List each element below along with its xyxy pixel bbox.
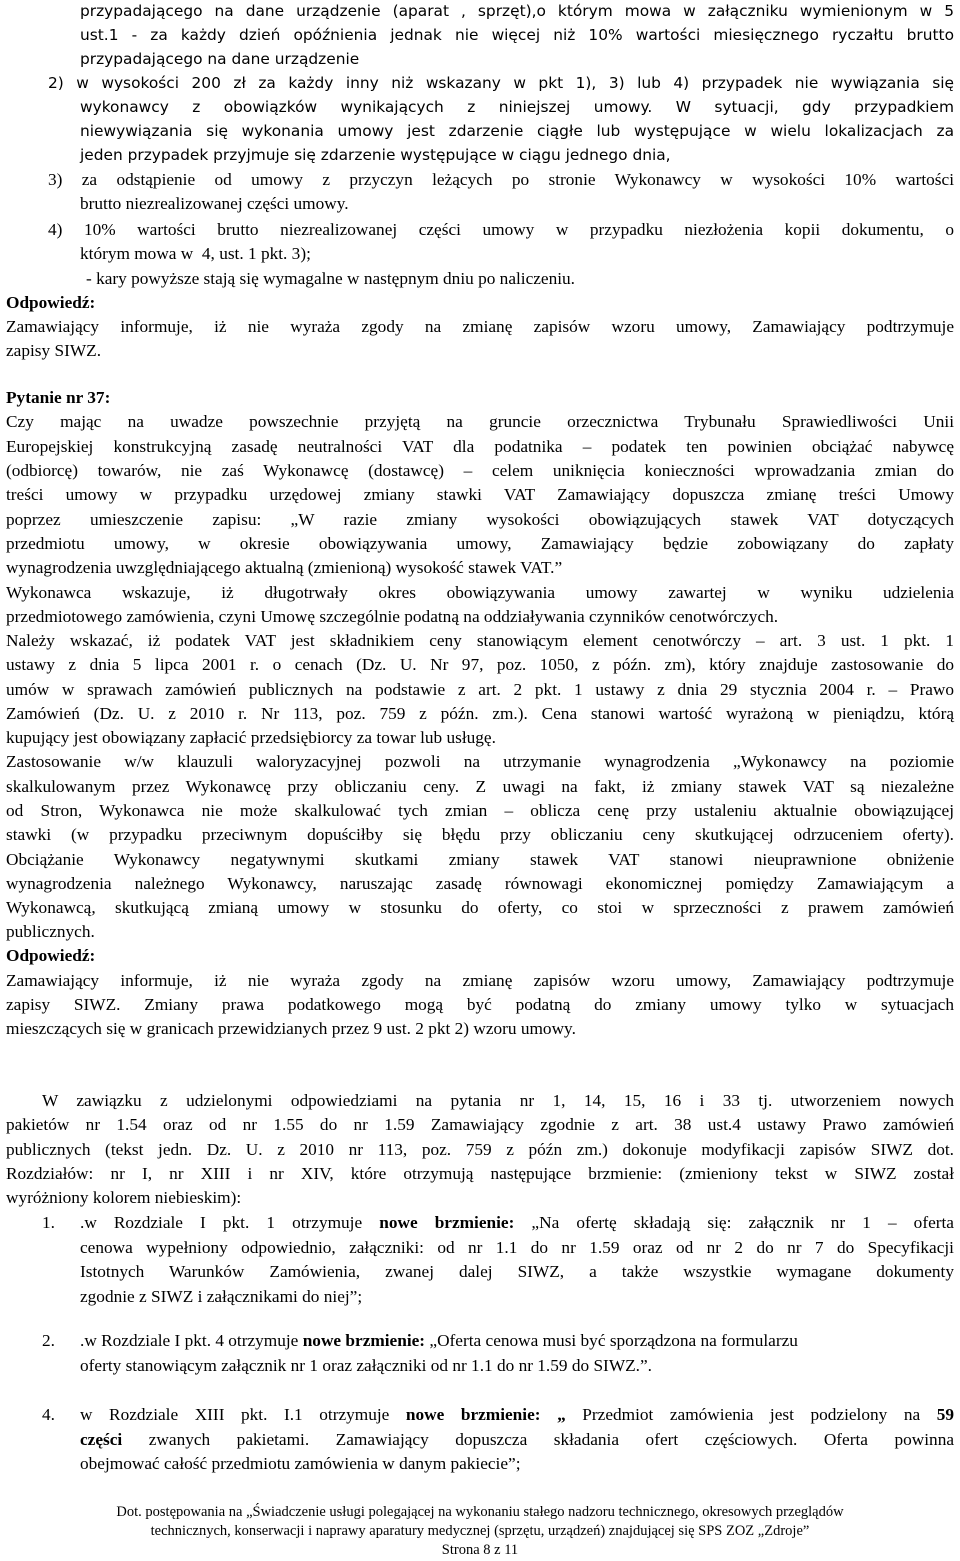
text-line: - kary powyższe stają się wymagalne w następnym dniu po naliczeniu. [86, 269, 576, 288]
text-line: Zamawiający informuje, iż nie wyraża zgody na zmianę zapisów wzoru umowy, Zamawiający podtrzymuje [6, 971, 954, 990]
text-line: Wykonawcą, skutkującą zmianą umowy w stosunku do oferty, co stoi w sprzeczności z prawem zamówień [6, 898, 954, 917]
text-run: zgodnie z SIWZ i załącznikami do niej”; [80, 1286, 363, 1306]
list-item-line [80, 1428, 954, 1451]
list-item-number: 2. [42, 1331, 55, 1350]
text-run: zwanych pakietami. Zamawiający dopuszcza składania ofert częściowych. Oferta powinna [122, 1429, 954, 1449]
text-line: skalkulowanym przez Wykonawcę przy obliczaniu ceny. Z uwagi na fakt, iż zmiany stawek VAT są niezależne [6, 777, 954, 796]
text-line: zapisy SIWZ. Zmiany prawa podatkowego mogą być podatną do zmiany umowy tylko w sytuacjach [6, 995, 954, 1014]
bold-phrase: części [80, 1429, 123, 1449]
page-number: Strona 8 z 11 [441, 1542, 519, 1558]
bold-phrase: nowe brzmienie: [302, 1331, 426, 1350]
footer-line-1: Dot. postępowania na „Świadczenie usługi polegającej na wykonaniu stałego nadzoru technicznego, okresowych przeglądów [116, 1504, 844, 1520]
text-run: „Oferta cenowa musi być sporządzona na formularzu [425, 1331, 798, 1350]
text-line: wykonawcy z obowiązków wynikających z niniejszej umowy. W sytuacji, gdy przypadkiem [80, 98, 954, 116]
text-line: 2) w wysokości 200 zł za każdy inny niż wskazany w pkt 1), 3) lub 4) przypadek nie wywiązania się [48, 74, 954, 92]
text-line: treści umowy w przypadku urzędowej zmiany stawki VAT Zamawiający dopuszcza zmianę treści Umowy [6, 485, 954, 504]
text-line: zapisy SIWZ. [6, 341, 102, 360]
section-heading: Pytanie nr 37: [6, 388, 111, 407]
text-line: Zastosowanie w/w klauzuli waloryzacyjnej pozwoli na utrzymanie wynagrodzenia „Wykonawcy na poziomie [6, 752, 954, 771]
text-line: stawki (w przypadku przeciwnym dopuściłby się błędu przy obliczaniu ceny skutkującej odrzuceniem oferty). [6, 825, 954, 844]
text-line: Zamówień (Dz. U. z 2010 r. Nr 113, poz. 759 z późn. zm.). Cena stanowi wartość wyrażoną w pieniądzu, którą [6, 704, 954, 723]
text-line: W zawiązku z udzielonymi odpowiedziami na pytania nr 1, 14, 15, 16 i 33 tj. utworzeniem nowych [42, 1091, 954, 1110]
list-item-line [80, 1260, 954, 1283]
text-line: wyróżniony kolorem niebieskim): [6, 1188, 242, 1207]
text-line: kupujący jest obowiązany zapłacić przedsiębiorcy za towar lub usługę. [6, 728, 496, 747]
text-line: Czy mając na uwadze powszechnie przyjętą na gruncie orzecznictwa Trybunału Sprawiedliwości Unii [6, 412, 954, 431]
text-line: przedmiotu umowy, w okresie obowiązywania umowy, Zamawiający będzie zobowiązany do zapłaty [6, 534, 954, 553]
list-item-number: 1. [42, 1213, 55, 1232]
text-line: ustawy z dnia 5 lipca 2001 r. o cenach (Dz. U. Nr 97, poz. 1050, z późn. zm), który znajduje zastosowanie do [6, 655, 954, 674]
text-line: Europejskiej konstrukcyjną zasadę neutralności VAT dla podatnika – podatek ten powinien obciążać nabywcę [6, 437, 954, 456]
text-line: pakietów nr 1.54 oraz od nr 1.55 do nr 1.59 Zamawiający zgodnie z art. 38 ust.4 ustawy Prawo zamówień [6, 1115, 954, 1134]
section-heading: Odpowiedź: [6, 946, 96, 965]
list-item-line [80, 1285, 362, 1308]
text-line: (odbiorcę) towarów, nie zaś Wykonawcę (dostawcę) – celem uniknięcia konieczności wprowadzania zmian do [6, 461, 954, 480]
text-line: jeden przypadek przyjmuje się zdarzenie występujące w ciągu jednego dnia, [80, 146, 671, 164]
text-run: oferty stanowiącym załącznik nr 1 oraz załączniki od nr 1.1 do nr 1.59 do SIWZ.”. [80, 1355, 652, 1375]
text-line: brutto niezrealizowanej części umowy. [80, 194, 349, 213]
text-run: „Na ofertę składają się: załącznik nr 1 – oferta [514, 1213, 954, 1232]
text-line: Wykonawca wskazuje, iż długotrwały okres obowiązywania umowy zawartej w wyniku udzielenia [6, 583, 954, 602]
bold-phrase: nowe brzmienie: [379, 1213, 515, 1232]
bold-phrase: 59 [936, 1405, 954, 1424]
text-line: publicznych (tekst jedn. Dz. U. z 2010 nr 113, poz. 759 z późn zm.) dokonuje modyfikacji zapisów SIWZ dot. [6, 1140, 954, 1159]
list-item-line [80, 1329, 798, 1352]
text-line: umów w sprawach zamówień publicznych na podstawie z art. 2 pkt. 1 ustawy z dnia 29 stycznia 2004 r. – Prawo [6, 680, 954, 699]
list-item-line [80, 1236, 954, 1259]
text-line: ust.1 - za każdy dzień opóźnienia jednak nie więcej niż 10% wartości miesięcznego ryczałtu brutto [80, 26, 954, 44]
text-run: cenowa wypełniony odpowiednio, załączniki: od nr 1.1 do nr 1.59 oraz od nr 2 do nr 7 do Specyfikacji [80, 1237, 954, 1257]
text-line: przypadającego na dane urządzenie (aparat , sprzęt),o którym mowa w załączniku wymienionym w 5 [80, 2, 954, 20]
list-item-line [80, 1354, 652, 1377]
text-line: 4) 10% wartości brutto niezrealizowanej części umowy w przypadku niezłożenia kopii dokumentu, o [48, 220, 954, 239]
text-line: wynagrodzenia uwzględniającego aktualną (zmienioną) wysokość stawek VAT.” [6, 558, 563, 577]
text-line: niewywiązania się wykonania umowy jest zdarzenie ciągłe lub występujące w wielu lokalizacjach za [80, 122, 954, 140]
text-run: .w Rozdziale I pkt. 4 otrzymuje [80, 1331, 303, 1350]
footer-line-2: technicznych, konserwacji i naprawy aparatury medycznej (sprzętu, urządzeń) znajdującej się SPS ZOZ „Zdroje” [150, 1523, 810, 1539]
text-line: poprzez umieszczenie zapisu: „W razie zmiany wysokości obowiązujących stawek VAT dotyczących [6, 510, 954, 529]
text-run: Przedmiot zamówienia jest podzielony na [565, 1405, 937, 1424]
text-line: 3) za odstąpienie od umowy z przyczyn leżących po stronie Wykonawcy w wysokości 10% wartości [48, 170, 954, 189]
text-line: przypadającego na dane urządzenie [80, 50, 360, 68]
text-line: Obciążanie Wykonawcy negatywnymi skutkami zmiany stawek VAT stanowi nieuprawnione obniżenie [6, 850, 954, 869]
text-line: Rozdziałów: nr I, nr XIII i nr XIV, które otrzymują następujące brzmienie: (zmieniony tekst w SIWZ został [6, 1164, 954, 1183]
text-line: wynagrodzenia należnego Wykonawcy, naruszając zasadę równowagi ekonomicznej pomiędzy Zamawiającym a [6, 874, 954, 893]
list-item-line [80, 1452, 521, 1475]
section-heading: Odpowiedź: [6, 293, 96, 312]
text-line: którym mowa w 4, ust. 1 pkt. 3); [80, 244, 311, 263]
text-run: .w Rozdziale I pkt. 1 otrzymuje [80, 1213, 380, 1232]
text-line: przedmiotowego zamówienia, czyni Umowę szczególnie podatną na oddziaływania czynników cenotwórczych. [6, 607, 779, 626]
bold-phrase: nowe brzmienie: „ [405, 1405, 566, 1424]
text-line: od Stron, Wykonawca nie może skalkulować tych zmian – oblicza cenę przy ustaleniu aktualnie obowiązującej [6, 801, 954, 820]
list-item-number: 4. [42, 1405, 55, 1424]
text-line: Zamawiający informuje, iż nie wyraża zgody na zmianę zapisów wzoru umowy, Zamawiający podtrzymuje [6, 317, 954, 336]
list-item-line [80, 1211, 954, 1234]
text-line: mieszczących się w granicach przewidzianych przez 9 ust. 2 pkt 2) wzoru umowy. [6, 1019, 576, 1038]
list-item-line [80, 1403, 954, 1426]
text-run: w Rozdziale XIII pkt. I.1 otrzymuje [80, 1405, 406, 1424]
text-run: obejmować całość przedmiotu zamówienia w danym pakiecie”; [80, 1454, 521, 1473]
text-run: Istotnych Warunków Zamówienia, zwanej dalej SIWZ, a także wszystkie wymagane dokumenty [80, 1262, 954, 1281]
text-line: Należy wskazać, iż podatek VAT jest składnikiem ceny stanowiącym element cenotwórczy – art. 3 ust. 1 pkt. 1 [6, 631, 954, 650]
text-line: publicznych. [6, 922, 95, 941]
